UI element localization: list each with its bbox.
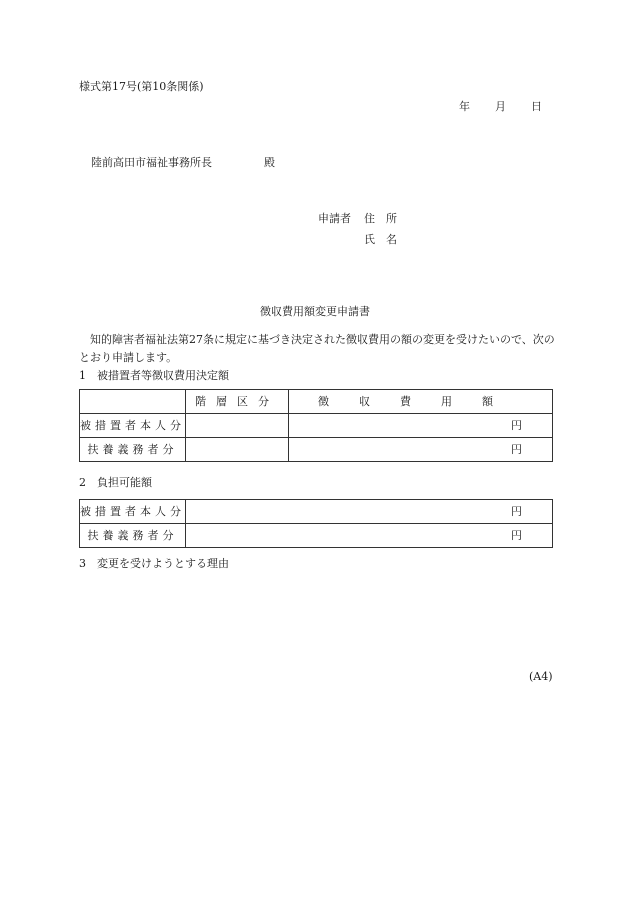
- applicant-label: 申請者: [318, 212, 351, 225]
- amount-column-header: 徴収費用額: [289, 390, 553, 414]
- amount-input-cell[interactable]: 円: [289, 438, 553, 462]
- amount-input-cell[interactable]: 円: [186, 524, 553, 548]
- section-3-heading: 3 変更を受けようとする理由: [79, 557, 229, 570]
- tier-input-cell[interactable]: [186, 438, 289, 462]
- date-day-label: 日: [531, 100, 542, 113]
- table-row: [80, 414, 553, 438]
- row-label: 扶養義務者分: [80, 438, 186, 462]
- name-label: 氏 名: [364, 233, 397, 246]
- date-month-label: 月: [495, 100, 506, 113]
- amount-input-cell[interactable]: 円: [289, 414, 553, 438]
- row-label: 被措置者本人分: [80, 414, 186, 438]
- address-label: 住 所: [364, 212, 397, 225]
- table-row: [80, 438, 553, 462]
- date-line: [459, 101, 542, 112]
- blank-header-cell: [80, 390, 186, 414]
- addressee-name: 陸前高田市福祉事務所長: [91, 156, 212, 169]
- payable-amount-table: [79, 499, 553, 548]
- table-header-row: [80, 390, 553, 414]
- paper-size-label: (A4): [529, 670, 553, 683]
- section-1-heading: 1 被措置者等徴収費用決定額: [79, 369, 229, 382]
- addressee-honorific: 殿: [264, 156, 275, 169]
- table-row: [80, 524, 553, 548]
- fee-determination-table: [79, 389, 553, 462]
- row-label: 扶養義務者分: [80, 524, 186, 548]
- amount-input-cell[interactable]: 円: [186, 500, 553, 524]
- tier-column-header: 階層区分: [186, 390, 289, 414]
- table-row: [80, 500, 553, 524]
- form-number: 様式第17号(第10条関係): [79, 80, 204, 93]
- row-label: 被措置者本人分: [80, 500, 186, 524]
- date-year-label: 年: [459, 100, 470, 113]
- document-title: 徴収費用額変更申請書: [260, 305, 370, 318]
- section-2-heading: 2 負担可能額: [79, 476, 152, 489]
- document-body: 知的障害者福祉法第27条に規定に基づき決定された徴収費用の額の変更を受けたいので、次のとおり申請します。: [79, 333, 555, 364]
- tier-input-cell[interactable]: [186, 414, 289, 438]
